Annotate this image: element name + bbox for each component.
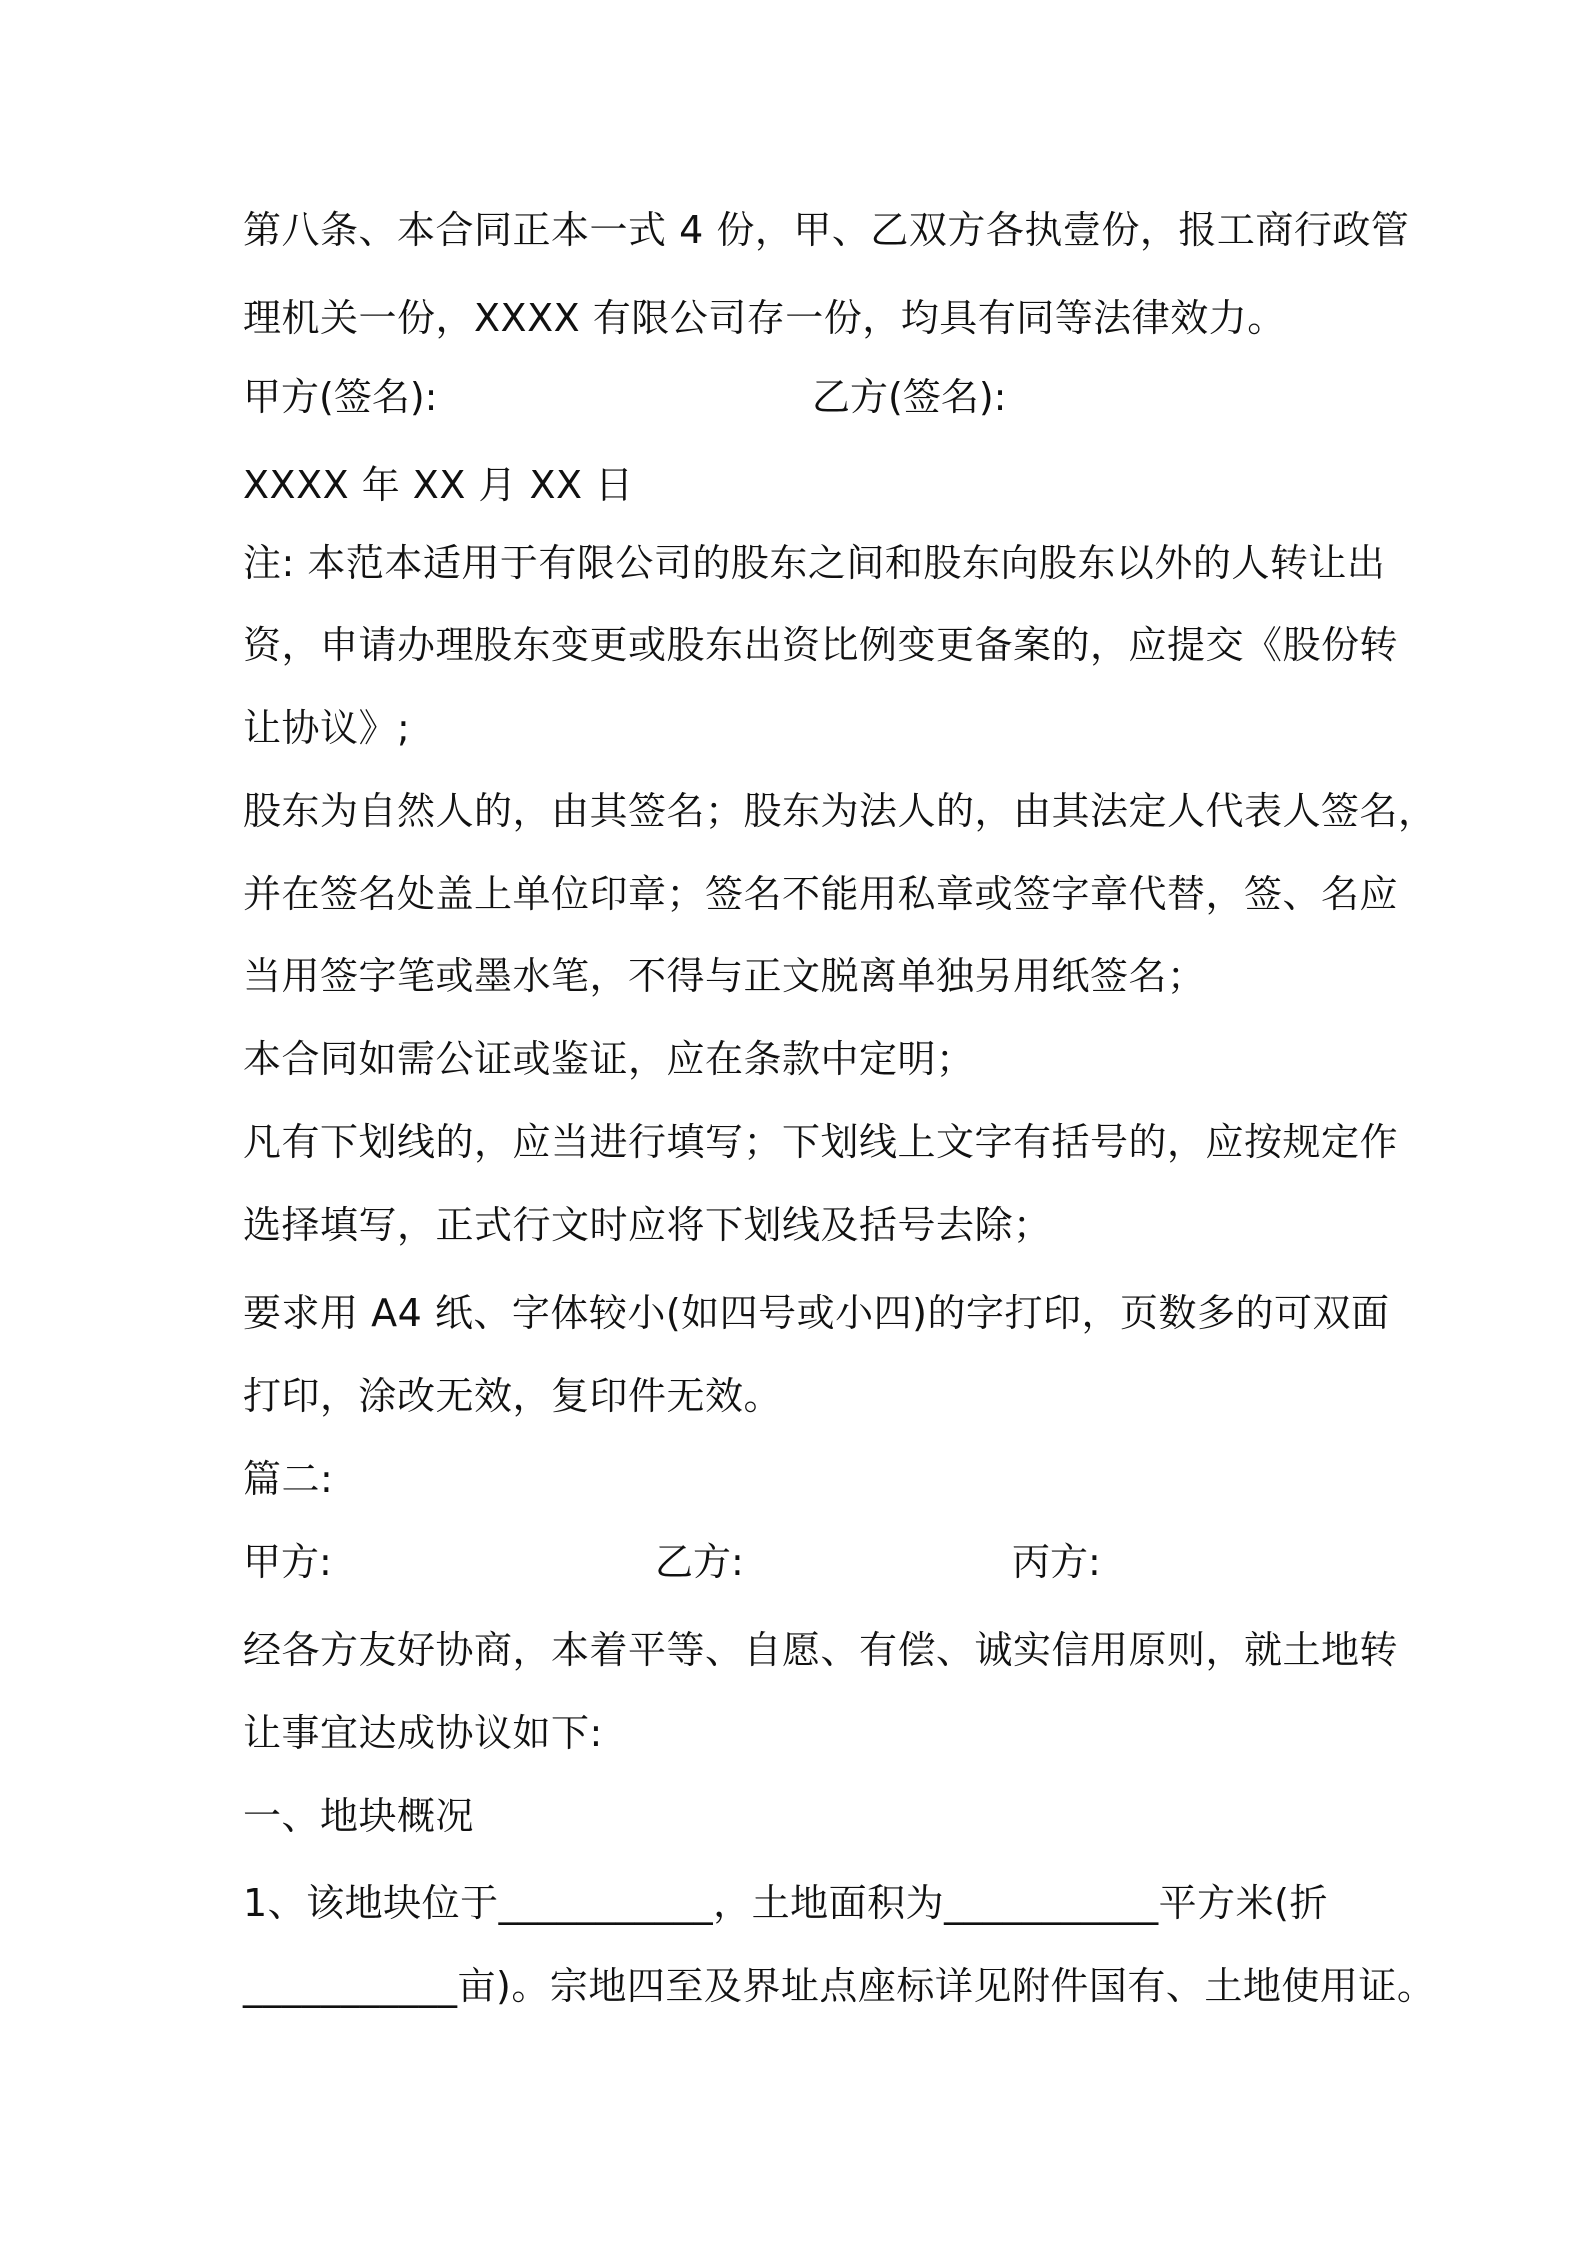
note-line-6: 当用签字笔或墨水笔，不得与正文脱离单独另用纸签名； xyxy=(243,954,1206,998)
date-line: XXXX 年 XX 月 XX 日 xyxy=(243,463,634,507)
note-line-1: 注: 本范本适用于有限公司的股东之间和股东向股东以外的人转让出 xyxy=(243,541,1386,585)
item-1-line-2: ___________亩)。宗地四至及界址点座标详见附件国有、土地使用证。 xyxy=(243,1964,1436,2008)
part-two-heading: 篇二: xyxy=(243,1457,334,1501)
note-line-2: 资，申请办理股东变更或股东出资比例变更备案的，应提交《股份转 xyxy=(243,623,1399,667)
intro-line-2: 让事宜达成协议如下: xyxy=(243,1711,603,1755)
note-line-8: 凡有下划线的，应当进行填写；下划线上文字有括号的，应按规定作 xyxy=(243,1120,1399,1164)
note-line-9: 选择填写，正式行文时应将下划线及括号去除； xyxy=(243,1203,1052,1247)
intro-line-1: 经各方友好协商，本着平等、自愿、有偿、诚实信用原则，就土地转 xyxy=(243,1628,1399,1672)
note-line-3: 让协议》; xyxy=(243,706,411,750)
note-line-5: 并在签名处盖上单位印章；签名不能用私章或签字章代替，签、名应 xyxy=(243,872,1399,916)
article-8-line-1: 第八条、本合同正本一式 4 份，甲、乙双方各执壹份，报工商行政管 xyxy=(243,208,1410,252)
party-a-label: 甲方: xyxy=(243,1540,332,1584)
party-b-signature-label: 乙方(签名): xyxy=(812,375,1007,419)
note-line-4: 股东为自然人的，由其签名；股东为法人的，由其法定人代表人签名， xyxy=(243,789,1437,833)
item-1-line-1: 1、该地块位于___________，土地面积为___________平方米(折 xyxy=(243,1881,1329,1925)
section-1-heading: 一、地块概况 xyxy=(243,1794,475,1838)
note-line-10: 要求用 A4 纸、字体较小(如四号或小四)的字打印，页数多的可双面 xyxy=(243,1291,1390,1335)
note-line-11: 打印，涂改无效，复印件无效。 xyxy=(243,1374,783,1418)
article-8-line-2: 理机关一份，XXXX 有限公司存一份，均具有同等法律效力。 xyxy=(243,296,1286,340)
party-a-signature-label: 甲方(签名): xyxy=(243,375,438,419)
party-b-label: 乙方: xyxy=(655,1540,744,1584)
party-c-label: 丙方: xyxy=(1012,1540,1101,1584)
note-line-7: 本合同如需公证或鉴证，应在条款中定明； xyxy=(243,1037,975,1081)
